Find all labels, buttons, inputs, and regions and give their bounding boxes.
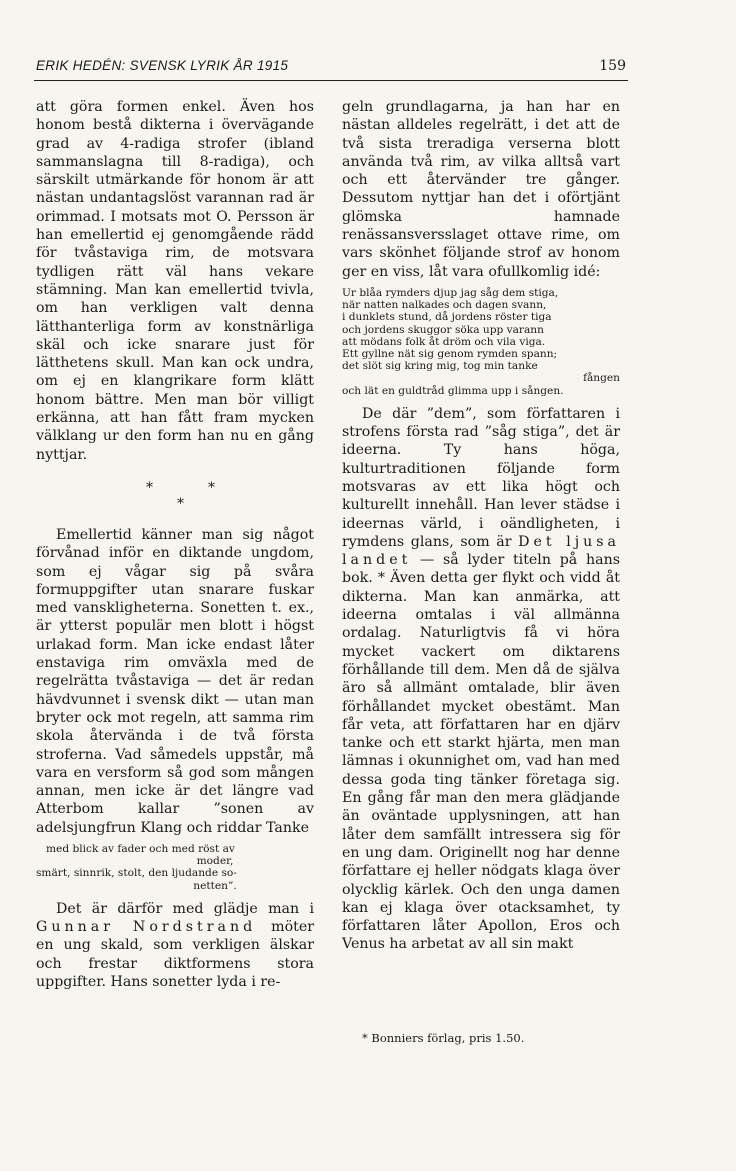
quoted-verse bbox=[36, 843, 314, 892]
poem-line: Ur blåa rymders djup jag såg dem stiga, bbox=[342, 286, 559, 299]
poem-line: Ett gyllne nät sig genom rymden spann; bbox=[342, 347, 558, 360]
text: De där ”dem”, som författaren i strofens första rad ”såg stiga”, det är ideerna. Ty hans höga, kulturtraditionen följande form motsvaras av ett lika högt och kulturellt innehåll. Han lever städse i ideernas värld, i oändligheten, i rymdens glans, som är bbox=[342, 405, 620, 550]
text: Det är därför med glädje man i bbox=[56, 900, 314, 917]
poem-line: och jordens skuggor söka upp varann bbox=[342, 323, 544, 336]
poem-line: fången bbox=[583, 372, 620, 385]
text: — så lyder titeln på hans bok. * Även detta ger flykt och vidd åt dikterna. Man kan anmärka, att ideerna omtalas i väl allmänna ordalag. Naturligtvis få vi höra mycket vackert om diktarens förhållande till dem. Men då de själva äro så allmänt omtalade, blir även förhållandet mycket obestämt. Man får veta, att författaren har en djärv tanke och ett starkt hjärta, men man lämnas i okunnighet om, vad han med dessa goda ting tänker företaga sig. En gång får man den mera glädjande än oväntade upplysningen, att han låter dem samfällt intressera sig för en ung dam. Originellt nog har denne författare ej heller nödgats klaga över olycklig kärlek. Och den unga damen kan ej klaga över otacksamhet, ty författaren låter Apollon, Eros och Venus ha arbetat av all sin makt bbox=[342, 552, 620, 953]
footnote: * Bonniers förlag, pris 1.50. bbox=[362, 1031, 525, 1045]
page-number: 159 bbox=[599, 58, 626, 74]
right-column bbox=[342, 98, 620, 954]
verse-line: moder, bbox=[196, 855, 234, 868]
poem-line: det slöt sig kring mig, tog min tanke bbox=[342, 360, 538, 373]
poem-line: i dunklets stund, då jordens röster tiga bbox=[342, 311, 552, 324]
section-break bbox=[36, 474, 314, 514]
poem-line: och lät en guldtråd glimma upp i sången. bbox=[342, 384, 564, 397]
star: * bbox=[177, 495, 184, 512]
paragraph bbox=[36, 900, 314, 991]
running-title: ERIK HEDÉN: SVENSK LYRIK ÅR 1915 bbox=[36, 58, 289, 73]
poem-line: när natten nalkades och dagen svann, bbox=[342, 299, 547, 312]
poem-stanza bbox=[342, 287, 620, 397]
book-title: Det ljusa landet bbox=[342, 533, 621, 569]
author-name: Gunnar Nordstrand bbox=[36, 919, 257, 936]
verse-line: med blick av fader och med röst av bbox=[46, 842, 235, 855]
poem-line: att mödans folk åt dröm och vila viga. bbox=[342, 335, 546, 348]
left-column bbox=[36, 98, 314, 991]
star: * bbox=[146, 479, 153, 496]
text: möter en ung skald, som verkligen älskar och frestar diktformens stora uppgifter. Hans sonetter lyda i re- bbox=[36, 919, 314, 990]
header-rule bbox=[34, 80, 628, 81]
paragraph: geln grundlagarna, ja han har en nästan alldeles regelrätt, i det att de två sista treradiga verserna blott använda två rim, av vilka alltså vart och ett återvänder tre gånger. Dessutom nyttjar han det i oförtjänt glömska hamnade renässansversslaget ottave rime, om vars skönhet följande strof av honom ger en viss, låt vara ofullkomlig idé: bbox=[342, 99, 620, 280]
paragraph: Emellertid känner man sig något förvånad inför en diktande ungdom, som ej vågar sig på svåra formuppgifter utan snarare fuskar med vanskligheterna. Sonetten t. ex., är ytterst populär men blott i högst urlakad form. Man icke endast låter enstaviga rim omväxla med de regelrätta tvåstaviga — det är redan hävdvunnet i svensk dikt — utan man bryter ock mot regeln, att samma rim skola återvända i de två första stroferna. Vad såmedels uppstår, må vara en versform så god som mången annan, men icke är det längre vad Atterbom kallar ”sonen av adelsjungfrun Klang och riddar Tanke bbox=[36, 526, 314, 836]
verse-line: smärt, sinnrik, stolt, den ljudande so- bbox=[36, 867, 237, 880]
running-header bbox=[36, 58, 626, 80]
paragraph: att göra formen enkel. Även hos honom bestå dikterna i övervägande grad av 4-radiga strofer (ibland sammanslagna till 8-radiga), och särskilt utmärkande för honom är att nästan undantagslöst varannan rad är orimmad. I motsats mot O. Persson är han emellertid ej genomgående rädd för tvåstaviga rim, de motsvara tydligen rätt väl hans vekare stämning. Man kan emellertid tvivla, om han verkligen valt denna lätthanterliga form av konstnärliga skäl och icke snarare just för lätthetens skull. Man kan ock undra, om ej en klangrikare form klätt honom bättre. Men man bör villigt erkänna, att han fått fram mycken välklang ur den form han nu en gång nyttjar. bbox=[36, 99, 314, 463]
paragraph bbox=[342, 405, 620, 954]
star: * bbox=[208, 479, 215, 496]
verse-line: netten”. bbox=[193, 879, 237, 892]
